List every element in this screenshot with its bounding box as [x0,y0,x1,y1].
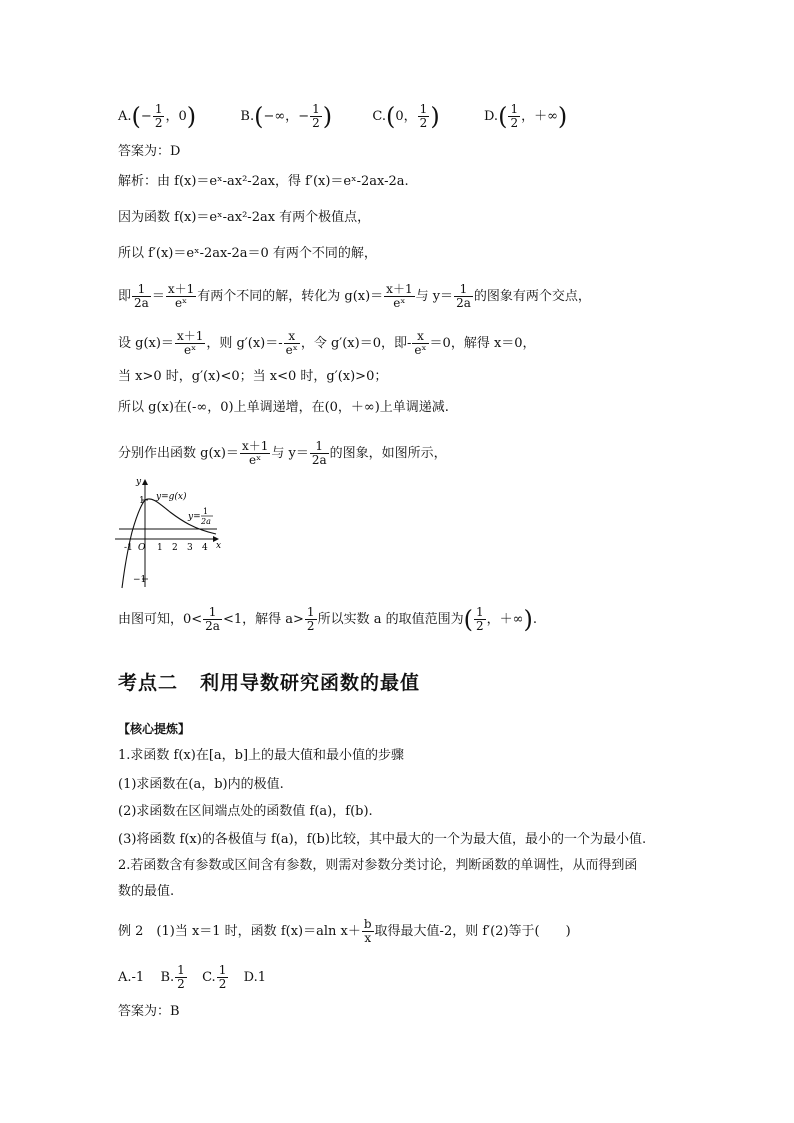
analysis-line-4: 即 $\frac{1}{2a}$ ＝ $\frac{x+1}{\text{eˣ}}$ 有两个不同的解，转化为 g(x)＝ $\frac{x+1}{\text{eˣ}}$ 与 y＝ $\frac{1}{2a}$ 的图象有两个交点， [118,282,591,310]
analysis-line-1: 解析：由 f(x)＝eˣ-ax²-2ax，得 f′(x)＝eˣ-2ax-2a. [118,174,409,189]
answer-1: 答案为：D [118,144,181,159]
tick-y-1: 1 [139,496,145,506]
answer-2: 答案为：B [118,1004,180,1019]
tick-y-minus-1: −1 [133,575,147,585]
tick-x-4: 4 [202,543,208,553]
core-tag: 【核心提炼】 [118,722,191,736]
example-2-options: A.-1 B. $\frac{1}{2}$ C. $\frac{1}{2}$ D.1 [118,963,266,991]
core-p1: 1.求函数 f(x)在[a，b]上的最大值和最小值的步骤 [118,748,405,763]
analysis-line-2: 因为函数 f(x)＝eˣ-ax²-2ax 有两个极值点， [118,210,371,225]
function-graph-figure [112,476,230,591]
line-label-num: 1 [203,507,209,516]
analysis-line-3: 所以 f′(x)＝eˣ-2ax-2a＝0 有两个不同的解， [118,246,377,261]
tick-x-2: 2 [172,543,178,553]
analysis-line-7: 所以 g(x)在(-∞，0)上单调递增，在(0，＋∞)上单调递减. [118,400,449,415]
gx-label: y=g(x) [156,492,187,502]
core-p6: 数的最值. [118,884,175,899]
y-axis-label: y [136,477,142,487]
core-p2: (1)求函数在(a，b)内的极值. [118,777,284,792]
section-heading: 考点二 利用导数研究函数的最值 [118,672,421,694]
origin-label: O [138,543,146,553]
x-axis-label: x [216,541,222,551]
option-b: B.(−∞，− $\frac{1}{2}$ ) [240,102,333,131]
option-a: A.(− $\frac{1}{2}$ ，0) [118,102,197,131]
core-p4: (3)将函数 f(x)的各极值与 f(a)，f(b)比较，其中最大的一个为最大值，最小的一个为最小值. [118,832,647,847]
core-p5: 2.若函数含有参数或区间含有参数，则需对参数分类讨论，判断函数的单调性，从而得到函 [118,858,638,873]
analysis-line-8: 分别作出函数 g(x)＝ $\frac{x+1}{\text{eˣ}}$ 与 y＝ $\frac{1}{2a}$ 的图象，如图所示， [118,439,447,467]
example-2-question: 例 2 (1)当 x＝1 时，函数 f(x)＝aln x＋ $\frac{b}{x}$ 取得最大值-2，则 f′(2)等于( ) [118,917,571,945]
analysis-line-6: 当 x>0 时，g′(x)<0；当 x<0 时，g′(x)>0； [118,369,388,384]
line-label-den: 2a [201,517,211,526]
option-d: D.( $\frac{1}{2}$ ，＋∞) [483,102,568,131]
options-row [118,103,567,130]
analysis-line-9: 由图可知，0< $\frac{1}{2a}$ <1，解得 a> $\frac{1}{2}$ 所以实数 a 的取值范围为( $\frac{1}{2}$ ，＋∞). [118,605,537,634]
tick-x-1: 1 [157,543,163,553]
core-p3: (2)求函数在区间端点处的函数值 f(a)，f(b). [118,804,373,819]
option-c: C.(0， $\frac{1}{2}$ ) [372,102,440,131]
line-label: y= [188,512,201,522]
tick-x-minus-1: -1 [124,543,133,553]
tick-x-3: 3 [187,543,193,553]
analysis-line-5: 设 g(x)＝ $\frac{x+1}{\text{eˣ}}$ ，则 g′(x)＝- $\frac{x}{\text{eˣ}}$ ，令 g′(x)＝0，即- $\frac{x}{\text{eˣ}}$ ＝0，解得 x＝0， [118,329,536,357]
